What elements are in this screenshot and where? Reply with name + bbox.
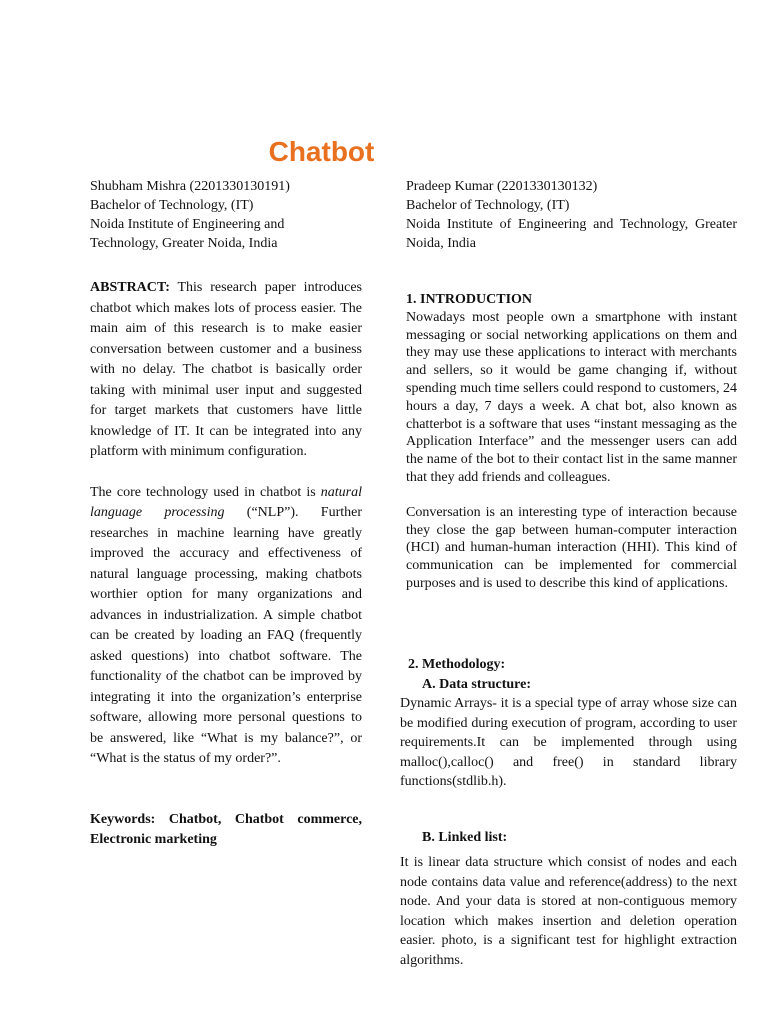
core-technology-paragraph (90, 483, 362, 770)
introduction-section (406, 291, 737, 593)
data-structure-text: Dynamic Arrays- it is a special type of array whose size can be modified during execution of program, according to user requirements.It can be implemented through using malloc(),calloc() and free() in standard library functions(stdlib.h). (400, 696, 737, 789)
introduction-paragraph-2: Conversation is an interesting type of interaction because they close the gap between human-computer interaction (HCI) and human-human interaction (HHI). This kind of communication can be implemented for commercial purposes and is used to describe this kind of applications. (406, 504, 737, 591)
methodology-heading: 2. Methodology: (408, 657, 506, 672)
author-name: Pradeep Kumar (2201330130132) (406, 179, 598, 194)
left-column (90, 278, 362, 851)
core-text-after: (“NLP”). Further researches in machine learning have greatly improved the accuracy and effectiveness of natural language processing, making chatbots worthier option for many organizations and advances in industrialization. A simple chatbot can be created by loading an FAQ (frequently asked questions) into chatbot software. The functionality of the chatbot can be improved by integrating it into the organization’s enterprise software, allowing more personal questions to be answered, like “What is my balance?”, or “What is the status of my order?”. (90, 505, 362, 766)
author-block-1 (90, 177, 370, 253)
abstract-label: ABSTRACT: (90, 280, 170, 295)
introduction-heading: 1. INTRODUCTION (406, 292, 533, 307)
paper-title: Chatbot (268, 136, 375, 167)
core-text-before: The core technology used in chatbot is (90, 484, 321, 500)
core-emphasis: natural language processing (90, 484, 362, 520)
introduction-paragraph-1: Nowadays most people own a smartphone with instant messaging or social networking applications on them and they may use these applications to interact with merchants and sellers, so it would be game changing if, without spending much time sellers could respond to customers, 24 hours a day, 7 days a week. A chat bot, also known as chatterbot is a software that uses “instant messaging as the Application Interface” and the messenger users can add the name of the bot to their contact list in the same manner that they add friends and colleagues. (406, 309, 737, 485)
author-institute-line1: Noida Institute of Engineering and (90, 217, 285, 232)
data-structure-heading: A. Data structure: (422, 676, 531, 692)
linked-list-text: It is linear data structure which consist of nodes and each node contains data value and reference(address) to the next node. And your data is stored at non-contiguous memory location which makes insertion and deletion operation easier. photo, is a significant test for highlight extraction algorithms. (400, 855, 737, 968)
abstract-text: This research paper introduces chatbot which makes lots of process easier. The main aim of this research is to make easier conversation between customer and a business with no delay. The chatbot is basically order taking with minimal user input and suggested for target markets that customers have little knowledge of IT. It can be integrated into any platform with minimum configuration. (90, 280, 362, 459)
abstract-paragraph (90, 278, 362, 463)
author-degree: Bachelor of Technology, (IT) (90, 198, 254, 213)
keywords: Keywords: Chatbot, Chatbot commerce, Electronic marketing (90, 811, 362, 847)
author-degree: Bachelor of Technology, (IT) (406, 198, 570, 213)
methodology-section (400, 655, 737, 970)
author-block-2 (406, 177, 737, 253)
author-institute: Noida Institute of Engineering and Technology, Greater Noida, India (406, 217, 737, 251)
author-name: Shubham Mishra (2201330130191) (90, 179, 290, 194)
author-institute-line2: Technology, Greater Noida, India (90, 236, 278, 251)
linked-list-heading: B. Linked list: (422, 829, 508, 845)
